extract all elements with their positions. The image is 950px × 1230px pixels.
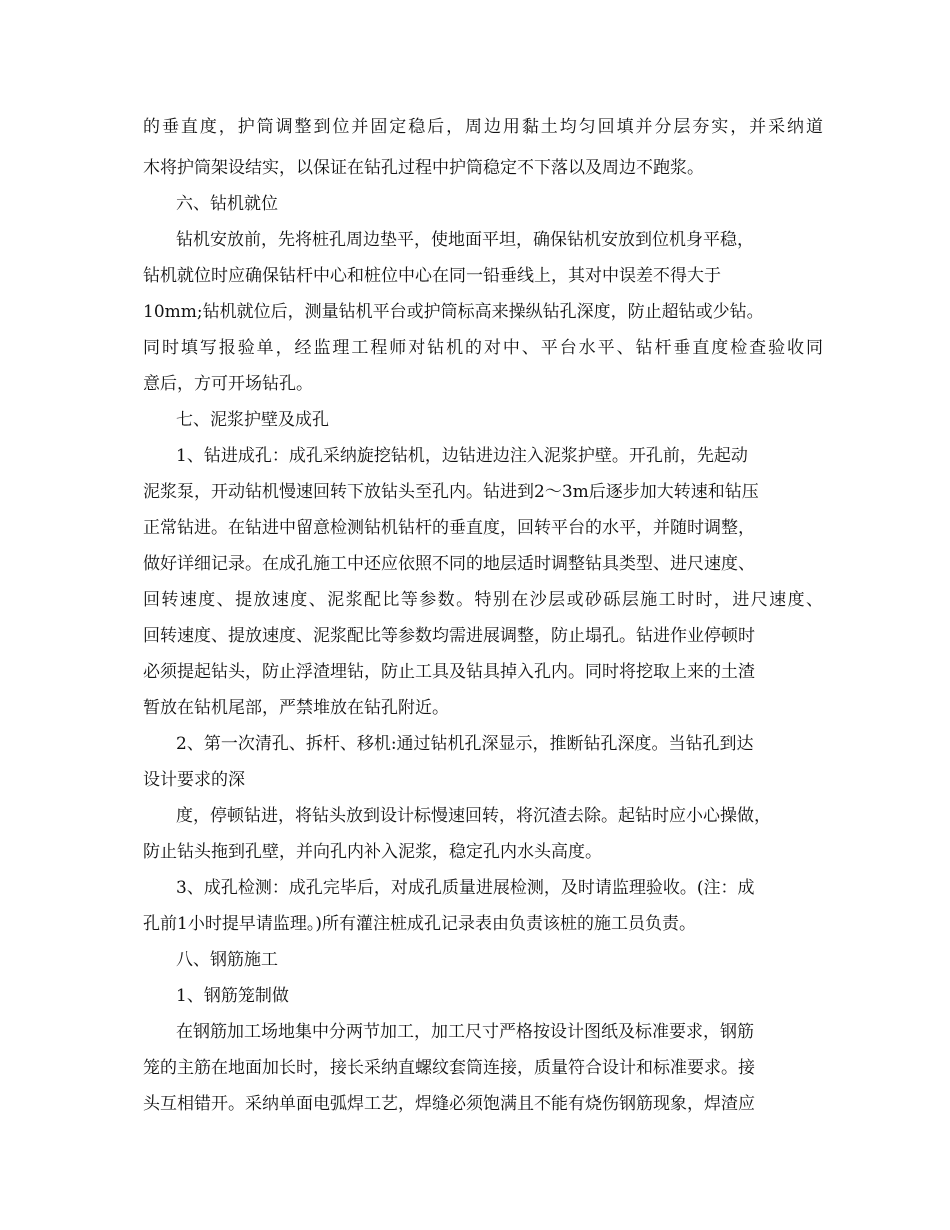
- text-line: 3、成孔检测：成孔完毕后，对成孔质量进展检测，及时请监理验收。(注：成: [176, 878, 755, 898]
- text-line: 泥浆泵，开动钻机慢速回转下放钻头至孔内。钻进到2～3m后逐步加大转速和钻压: [143, 482, 759, 502]
- text-line: 意后，方可开场钻孔。: [143, 374, 313, 394]
- text-line: 在钢筋加工场地集中分两节加工，加工尺寸严格按设计图纸及标准要求，钢筋: [176, 1022, 754, 1042]
- section-heading: 七、泥浆护壁及成孔: [176, 410, 329, 430]
- section-heading: 六、钻机就位: [176, 194, 278, 214]
- text-line: 暂放在钻机尾部，严禁堆放在钻孔附近。: [143, 698, 449, 718]
- text-line: 度，停顿钻进，将钻头放到设计标慢速回转，将沉渣去除。起钻时应小心操做，: [176, 806, 771, 826]
- section-heading: 八、钢筋施工: [176, 950, 278, 970]
- text-line: 回转速度、提放速度、泥浆配比等参数均需进展调整，防止塌孔。钻进作业停顿时: [143, 626, 755, 646]
- text-line: 头互相错开。采纳单面电弧焊工艺，焊缝必须饱满且不能有烧伤钢筋现象，焊渣应: [143, 1094, 755, 1114]
- text-line: 做好详细记录。在成孔施工中还应依照不同的地层适时调整钻具类型、进尺速度、: [143, 554, 755, 574]
- text-line: 防止钻头拖到孔壁，并向孔内补入泥浆，稳定孔内水头高度。: [143, 842, 602, 862]
- text-line: 木将护筒架设结实，以保证在钻孔过程中护筒稳定不下落以及周边不跑浆。: [143, 158, 704, 178]
- text-line: 同时填写报验单，经监理工程师对钻机的对中、平台水平、钻杆垂直度检查验收同: [143, 338, 823, 358]
- text-line: 10mm;钻机就位后，测量钻机平台或护筒标高来操纵钻孔深度，防止超钻或少钻。: [143, 302, 764, 322]
- text-line: 1、钻进成孔：成孔采纳旋挖钻机，边钻进边注入泥浆护壁。开孔前，先起动: [176, 446, 748, 466]
- text-line: 设计要求的深: [143, 770, 245, 790]
- text-line: 钻机就位时应确保钻杆中心和桩位中心在同一铅垂线上，其对中误差不得大于: [143, 266, 721, 286]
- text-line: 钻机安放前，先将桩孔周边垫平，使地面平坦，确保钻机安放到位机身平稳，: [176, 230, 754, 250]
- text-line: 正常钻进。在钻进中留意检测钻机钻杆的垂直度，回转平台的水平，并随时调整，: [143, 518, 755, 538]
- text-line: 孔前1小时提早请监理。)所有灌注桩成孔记录表由负责该桩的施工员负责。: [143, 914, 696, 934]
- text-line: 必须提起钻头，防止浮渣埋钻，防止工具及钻具掉入孔内。同时将挖取上来的土渣: [143, 662, 755, 682]
- text-line: 回转速度、提放速度、泥浆配比等参数。特别在沙层或砂砾层施工时时，进尺速度、: [143, 590, 823, 610]
- subsection-heading: 1、钢筋笼制做: [176, 986, 289, 1006]
- text-line: 笼的主筋在地面加长时，接长采纳直螺纹套筒连接，质量符合设计和标准要求。接: [143, 1058, 755, 1078]
- text-line: 的垂直度，护筒调整到位并固定稳后，周边用黏土均匀回填并分层夯实，并采纳道: [143, 117, 823, 137]
- text-line: 2、第一次清孔、拆杆、移机:通过钻机孔深显示，推断钻孔深度。当钻孔到达: [176, 734, 754, 754]
